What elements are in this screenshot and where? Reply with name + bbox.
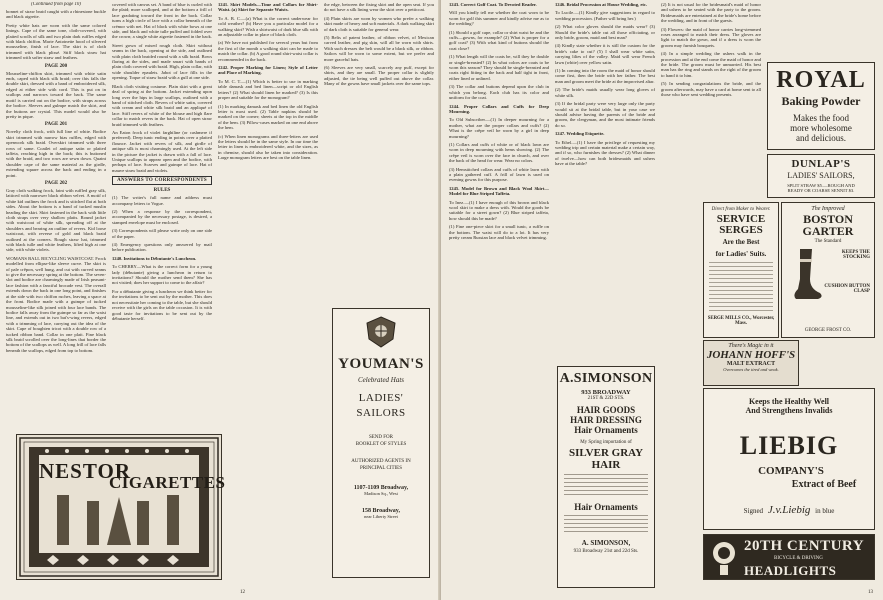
paragraph: (5) Belts of patent leather, of ribbon velvet, of Mexican carved leather, and pig skin, will all be worn with shirts. With such dresses the belt would be a black silk, or ribbon. Sailors will be worn to some extent, but we prefer and more graceful hats. (324, 35, 434, 62)
simonson-line: HAIR DRESSING (570, 415, 642, 425)
paragraph: An Eaton frock of violet farghiline (or cashmere if preferred). Deep tunic ending in points over a plaited flounce. Jacket with revers of silk, and girdle of antique silk is most charmingly used. At the left side in the picture the jacket is drawn with a fall of lace. Unique scallops to appear open and the bodice, with perhaps of lace. Scarves and guimpe of lace. Hat of mauve straw braid and violets. (112, 129, 212, 173)
youmans-address: Madison Sq., West (364, 491, 398, 496)
hoff-line: There's Magic in it (728, 343, 774, 349)
paragraph: Mousseline-chiffon skirt, trimmed with white satin ends, caped with black silk braid; over this falls the double skirt, dressed with a band of embroidered silk, edged at either side with cord. This is put on in scallops and narrows toward the back. The same motif is carried out on the bodice, with straps across the bodice. Sleeves and gulmpe match the skirt, and the buttons are crystal. This model would also be pretty in pique. (6, 70, 106, 119)
rule: (2) When a response by the correspondent, accompanied by the necessary postage, is desired, a stamped envelope must be enclosed. (112, 209, 212, 225)
answer-text: (1) In coming into the room the maid of honor should come first, then the bride with her father. The best man and groom meet the bride at the improvised altar. (555, 68, 655, 84)
century-line: HEADLIGHTS (744, 563, 837, 578)
page-number: 12 (240, 590, 245, 595)
liebig-line: Extract of Beef (791, 479, 857, 490)
left-column-1 (6, 2, 106, 432)
hoff-name: JOHANN HOFF'S (706, 349, 796, 361)
nestor-subtitle: CIGARETTES (109, 473, 226, 492)
liebig-name: LIEBIG (739, 431, 839, 460)
right-column-2 (555, 2, 655, 362)
serge-line: for Ladies' Suits. (715, 250, 767, 258)
youmans-line: BOOKLET OF STYLES (355, 442, 407, 447)
serge-line: Are the Best (722, 238, 760, 246)
boston-line: GEORGE FROST CO. (804, 328, 852, 333)
paragraph: WOMANS BALL BICYCLING WAISTCOAT. Frock modelled from ellipse-like sleeve curve. The skirt is of pale crêpon, well hung, and cut with curved seams to give the necessary spring at the bottom. The seven-slot and bodice are charmingly made of Irish peasant-lace fashion with a fanciful brocade vest. The overall extends down the back in one long point, and finishes at the side with two chiffon ruches, leaving a space at the front. Bodice made with a guimpe of tucked mousseline-like silk joined with four lace bands. The bodice falls away from the guimpe so far as the waist line, and extends out in two bat's-wing revers, edged with a trimming of lace, carrying out the idea of the skirt. Cape of boughten tricot with a double row of a tucked ribbon band. Collar in one plait. Fine black silk braid scrolled over the long-lines that border the bottom of the scallops as well. A long frill of lace falls beneath the scallops, edged from top to bottom. (6, 255, 106, 353)
dunlap-line: READY OR COARSE SENNIT $3. (787, 188, 855, 193)
question-heading: 1241. Skirt Models—Time and Collars for Shirt-Waist. (a) Skirt for Separate Waists. (218, 2, 318, 13)
section-heading: PAGE 201 (44, 122, 68, 128)
royal-sub: Baking Powder (781, 94, 861, 108)
boston-garter-ad (781, 202, 875, 338)
ornament-border (17, 435, 221, 579)
question-text: To Lucile.—(1) Kindly give suggestions in regard to wedding procession. (Father will bring her.) (555, 10, 655, 21)
boston-line: CUSHION BUTTON CLASP (824, 284, 870, 294)
question-heading: 1243. Correct Golf Coat. To Devoted Reader. (449, 2, 537, 7)
headlight-lamp-icon (710, 539, 738, 577)
left-column-3 (218, 2, 318, 592)
nestor-ad (16, 434, 226, 580)
simonson-line: SILVER GRAY HAIR (568, 447, 644, 471)
simonson-footer-streets: 21st and 22d Sts. (604, 549, 639, 554)
boston-line: KEEPS THE STOCKING (841, 250, 870, 260)
century-name: 20TH CENTURY (744, 538, 865, 554)
paragraph: the edge, between the fixing skirt and the open seat. If you do not have a silk lining wear the skirt over a petticoat. (324, 2, 434, 13)
paragraph: Pretty white hats are worn with the same colored linings. Cape of the same tone, cloth-covered, with plaited scrolls of silk and two plain dark ruffles edged with black chiffon. Marie Antoinette hood of silvered mousseline, finish of lace. The skirt is of cloth trimmed with black plissé. Stiff black straw hat trimmed with softer straw and feathers. (6, 22, 106, 61)
answer-text: (1) Fine one-piece skirt for a small tunic, a ruffle on the bottom. The waist will do to a lot. It has very pretty cream Russian lace and black velvet trimming. (449, 224, 549, 241)
question-heading: 1245. Model for Brown and Black Wool Skirt—Model for Blue Striped Taffeta. (449, 185, 549, 197)
rule: (4) Emergency questions only answered by mail before publication. (112, 242, 212, 253)
body-text-lines (564, 474, 648, 498)
simonson-footer-address: 933 Broadway (573, 549, 603, 554)
answer-text: For a débutante giving a luncheon we think better for the invitations to be sent out by the mother. This does not necessitate her coming to the table, but she should receive with the girls on the table occasion. It is with good taste for invitations to be sent out by the débutante herself. (112, 288, 212, 321)
youmans-line: AUTHORIZED AGENTS IN (351, 459, 411, 464)
youmans-line: SEND FOR (368, 435, 394, 440)
body-text-lines (564, 515, 648, 535)
answer-text: (1) What length will the coats be, will they be double or single-breasted? (2) In what colors are coats to be worn this season? They should be single-breasted and coats right fitting in the back and half tight in front, either lined or unlined. (449, 54, 549, 81)
serge-line: SERGE MILLS CO., Worcester, Mass. (707, 316, 775, 326)
question-text: To Ethel.—(1) I have the privilege of requesting my wedding trip and certain material make a certain way, and if so, who furnishes the dresses? (2) What dinner of twelve—how can both bridesmaids and ushers have at the table? (555, 139, 655, 167)
royal-name: ROYAL (776, 67, 866, 93)
rule: (3) Correspondents will please write only on one side of the paper. (112, 228, 212, 239)
left-column-4 (324, 2, 434, 302)
royal-line: and delicious. (796, 133, 846, 143)
serge-line: Direct from Maker to Wearer. (711, 207, 771, 212)
hoff-ad (703, 340, 799, 386)
hoff-line: MALT EXTRACT (726, 361, 776, 367)
simonson-ad (557, 366, 655, 588)
question-text: To Old Subscriber.—(1) In deeper mourning for a mother, what are the proper collars and cuffs? (2) What is the crêpe veil be worn by a girl in deep mourning? (449, 117, 549, 139)
paragraph: Novelty cloth frock, with full line of white. Bodice skirt trimmed with narrow bias ruffles, edged with openwork silk braid. Overskirt trimmed with three rows of same. Coatlet of antique satin or plaited taffeta, reaching high in the back; this is buttoned with the braid, and two rows are sewn down. Quaint shoulder cape of the same material as the girdle, extending square across the back and ending in a point. (6, 129, 106, 178)
royal-line: Makes the food (793, 113, 849, 123)
answer-text: (c) When linen monograms and three-letters are used the letters should be in the same style. In our time the letter in linen is embroidered white, and the sizes, as in chemise, should also be taken into consideration. Large monogram letters are best on the table linen. (218, 133, 318, 161)
youmans-address: 1107-1109 Broadway, (353, 485, 409, 491)
answer-text: (3) If the bridal party were very large only the party would sit at the bridal table, but in your case we should advise having the parents of the bride and groom, the clergyman, and the most intimate friends do so. (555, 101, 655, 128)
question-text: To CHERRY—What is the correct form for a young lady (débutante) giving a luncheon in return to invitations? Should the mother send them? She has not visited; does her support to come to the affair? (112, 264, 212, 286)
simonson-address: 933 BROADWAY (581, 389, 631, 396)
paragraph: (6) Sleeves are very small, scarcely any puff, except for shirts, and they are small. The proper collar is slightly adjusted, the tie being well puffed out above the collar. Many of the gowns have small jackets over the same tops. (324, 65, 434, 87)
serge-name: SERVICE SERGES (716, 213, 766, 236)
liebig-blue: in blue (815, 507, 835, 515)
section-heading: PAGE 202 (44, 180, 68, 186)
correspondents-banner: ANSWERS TO CORRESPONDENTS (112, 176, 212, 185)
youmans-line: SAILORS (356, 407, 406, 419)
paragraph: (5) In sending congratulations the bride, and the groom afterwards, may have a card at home sent to all those who have sent wedding presents. (661, 81, 761, 98)
question-heading: 1242. Proper Marking for Linen; Style of Letter and Place of Marking. (218, 65, 318, 76)
liebig-signature: J.v.Liebig (767, 504, 811, 516)
serge-ad (703, 202, 779, 338)
century-ad (703, 534, 875, 580)
paragraph: Black cloth visiting costume. Plain skirt with a great deal of spring at the bottom. Jacket extending upon long over the hips in large scallops, outlined with a band of stitched cloth. Revers of white satin, covered with cream and white silk braid and an appliqué of lace. Stiff revers of white of the blouse and high flare collar to match revers in the back. Hat of open straw braid trimmed with feathers. (112, 83, 212, 127)
simonson-line: HAIR GOODS (576, 405, 636, 415)
answer-text: (3) Hemstitched collars and cuffs of white lawn with a plain gathered cuff. A frill of lawn is used on evening gowns for this purpose. (449, 166, 549, 183)
simonson-line: Hair Ornaments (574, 502, 638, 512)
liebig-signed: Signed (743, 507, 764, 515)
simonson-name: A.SIMONSON (559, 371, 653, 386)
liebig-line: And Strengthens Invalids (745, 406, 833, 415)
paragraph: Street gown of mixed rough cloth. Skirt without seams in the back, opening at the side, and outlined with plain cloth braided round with a silk braid. Bows flaring at the sides, and made smart with bands of plain cloth covered with braid. High, plain collar, with wide shoulder epaulets. Jabot of lace fills in the opening. Toque of straw braid with a gull at one side. (112, 42, 212, 81)
rule: (1) The writer's full name and address must accompany letters to Vogue. (112, 195, 212, 206)
dunlap-ad (767, 154, 875, 198)
liebig-line: Keeps the Healthy Well (748, 397, 830, 406)
continued-note: (Continued from page 10) (31, 2, 81, 7)
paragraph: (3) Flowers: the maid of honor carries long-stemmed roses arranged to match their dress. The gloves are light to match the gown, and if a dress is worn the groom may furnish bouquets. (661, 26, 761, 48)
simonson-footer (558, 549, 654, 554)
simonson-line: My Spring importation of (580, 440, 632, 445)
question-text: To M. C. T.—(1) Which is better to use in marking table damask and bed linen—script or old English letters? (2) What should linen be marked? (3) Is this proper and suitable for the monogram? (218, 78, 318, 101)
dunlap-line: LADIES' SAILORS, (787, 171, 855, 180)
liebig-ad (703, 388, 875, 530)
youmans-line: PRINCIPAL CITIES (360, 466, 402, 471)
youmans-address: near Liberty Street (364, 514, 398, 519)
paragraph: (2) It is not usual for the bridesmaid's maid of honor and ushers to be seated with the party to the groom. Bridesmaids are entertained at the bride's home before the wedding, and in front of the guests. (661, 2, 761, 24)
paragraph: Gray cloth walking frock, faint with ruffled gray silk, latticed with narrower black ribbon velvet. A motif of white kid outlines the frock and is stitched flat at both sides. About the bottom is a band of tucked muslin heading the skirt. Skirt fastened in the back with little cloth straps over very shallow plaits. Round jacket with waistcoat of white silk, spreading off at the shoulders and bearing an outline of revers. Kid loose waistcoat, with reverse of gold and black braid outlined at the corners. Rough straw hat, trimmed with black tulle and white feathers, lifted high at one side, with white violets. (6, 187, 106, 253)
youmans-line: LADIES' (358, 392, 404, 404)
question-heading: 1246. Bridal Procession at House Wedding, etc. (555, 2, 648, 7)
question-text: To A. B. C.—(a) What is the correct underwear for cold weather? (b) Have you a particular model for a walking skirt? Wish a shirtwaist of dark blue silk with an adjustable collar in place of black cloth. (218, 15, 318, 38)
liebig-line: COMPANY'S (758, 465, 824, 477)
paragraph: bonnet of straw braid caught with a rhinestone buckle and black aigrette. (6, 9, 106, 20)
youmans-name: YOUMAN'S (338, 356, 424, 372)
answer-text: (1) In marking damask and bed linen the old English letter is most used. (2) Table napkins should be marked on the corner; sheets at the top in the middle of the hem. (3) Pillow-cases marked on one end above the hem. (218, 103, 318, 131)
question-text: To Inez.—(1) I have enough of this brown and black wool skirt to make a dress with. Would the goods be suitable for a street gown? (2) Blue striped taffeta, how should this be made? (449, 199, 549, 221)
paragraph: (4) Plain skirts are worn by women who prefer a walking skirt made of heavy and soft materials. A dark walking skirt of dark cloth is suitable for general wear. (324, 15, 434, 32)
left-column-2 (112, 2, 212, 432)
answer-text: (2) The bride's maids usually wear long gloves of white silk. (555, 87, 655, 98)
paragraph: covered with canvas set. A band of blue is curled with the plaid; more scalloped, and at the bottom a frill of lace gradating toward the front in the back. Collar turns a high circle of lace with a collar beneath of the crémor with net. Hat of black with white bows at one side, and black and white tulle puffed and folded over the crown; a single white aigrette fastened in the back. (112, 2, 212, 40)
leg-stocking-icon (786, 249, 826, 301)
answer-text: (3) The collar and buttons depend upon the club in which you belong. Each club has its color and uniform for the coat. (449, 84, 549, 101)
dunlap-name: DUNLAP'S (791, 158, 851, 170)
body-text-lines (709, 262, 773, 312)
liebig-brand-row (704, 431, 874, 479)
question-heading: 1247. Wedding Etiquette. (555, 131, 605, 137)
left-page (0, 0, 441, 600)
youmans-address: 158 Broadway, (362, 508, 400, 514)
boston-line: The Standard (814, 239, 842, 244)
answer-text: (1) Collars and cuffs of white or of black lawn are worn in deep mourning with hems showing. (2) The crêpe veil is worn over the face in church, and over the back of the head for wear. Wear no colors. (449, 141, 549, 164)
question-text: (1) Should a golf cape, collar or shirt waist be and the cuffs—gowns, for example? (2) What is proper for a golf coat? (3) With what kind of buttons should the coat close? (449, 29, 549, 51)
answer-text: (a) We have not published for several years but from the first of the month a walking skirt can be made to match the collar. (b) A good round shirt-waist collar is recommended in the back. (218, 40, 318, 62)
simonson-line: Hair Ornaments (574, 425, 638, 435)
right-page (441, 0, 883, 600)
section-heading: PAGE 200 (44, 63, 68, 69)
hoff-line: Overcomes the tired and weak. (723, 367, 779, 372)
question-heading: 1240. Invitations to Débutante's Luncheon. (112, 255, 197, 261)
youmans-line: Celebrated Hats (357, 376, 405, 384)
boston-name: BOSTON GARTER (802, 212, 854, 238)
rules-heading: RULES (153, 188, 171, 194)
question-text: (2) What color gloves should the maids wear? (3) Should the bride's table cut all those officiating, or only bride, groom, maid and best man? (555, 24, 655, 41)
question-text: (4) Kindly state whether it is still the custom for the bride's cake to cut? (5) I shall wear white satin, carrying lilies of the valley. Maid will wear French lawn (white) over yellow satin. (555, 43, 655, 65)
youmans-ad (332, 308, 430, 578)
simonson-line: A. SIMONSON, (581, 539, 631, 547)
nestor-title: NESTOR (39, 459, 131, 483)
dunlap-line: SPLIT STRAW $5.—ROUGH AND (787, 183, 855, 188)
question-text: Will you kindly tell me whether the coat worn to be worn for golf this summer and kindly advise me as to the wedding? (449, 10, 549, 27)
question-heading: 1244. Proper Collars and Cuffs for Deep Mourning. (449, 103, 549, 114)
paragraph: (4) In a simple wedding the ushers walk in the procession and at the end come the maid of honor and the bride. The groom must be unmarried. His best man has the ring and stands on the right of the groom to hand it to him. (661, 51, 761, 78)
royal-line: more wholesome (790, 123, 852, 133)
right-column-1 (449, 2, 549, 592)
royal-ad (767, 62, 875, 150)
crest-icon (361, 315, 401, 349)
boston-line: The Improved (811, 206, 845, 212)
page-number: 13 (868, 590, 873, 595)
liebig-signature-row (704, 504, 874, 516)
simonson-address: 21ST & 22D STS. (587, 396, 625, 401)
century-line: BICYCLE & DRIVING (774, 556, 823, 561)
